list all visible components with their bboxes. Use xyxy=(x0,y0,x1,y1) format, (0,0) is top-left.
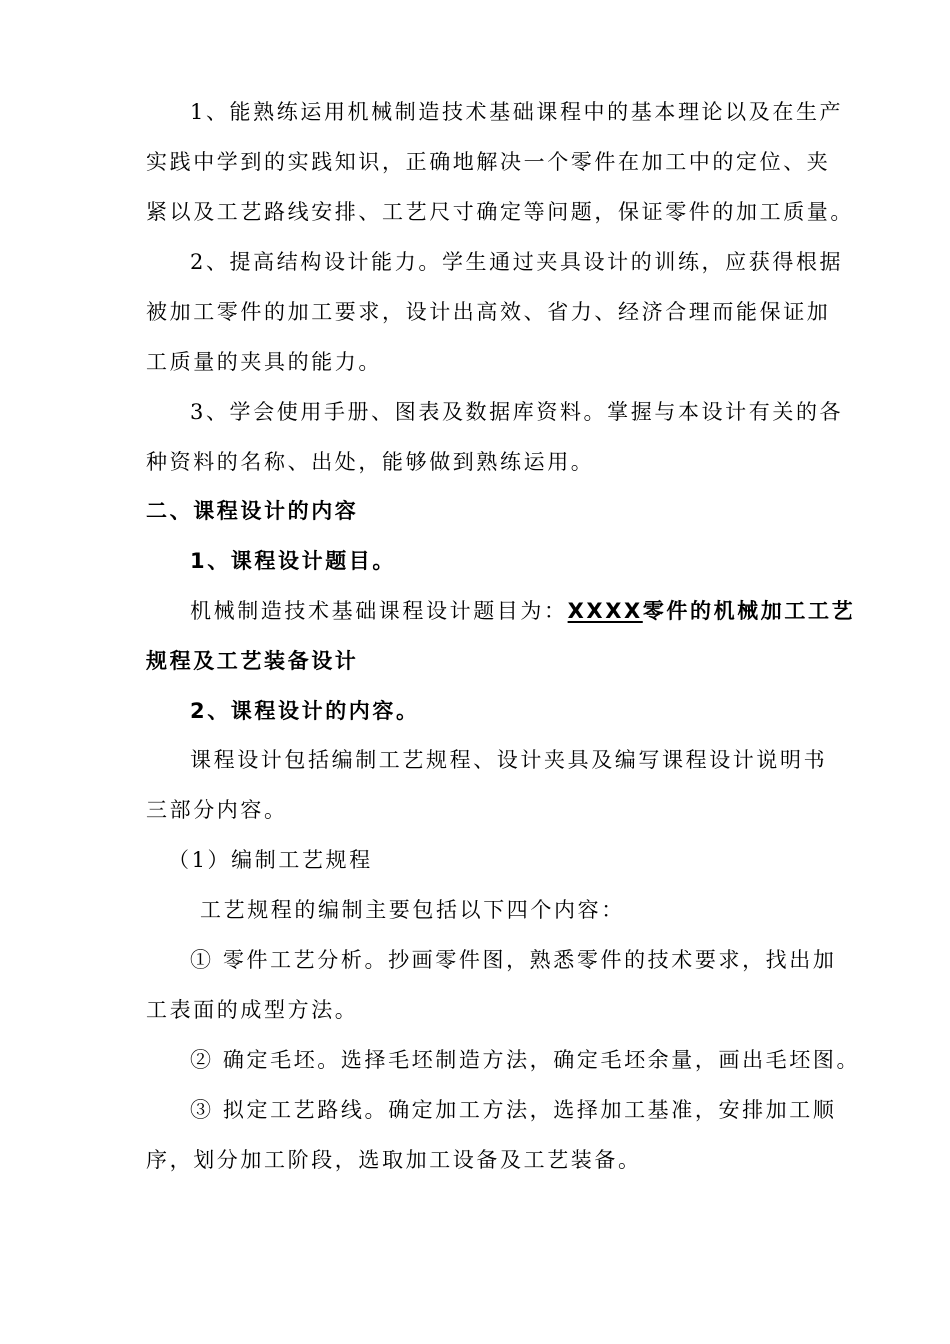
purpose-item2-line3: 工质量的夹具的能力。 xyxy=(146,350,382,374)
content-intro-line1: 课程设计包括编制工艺规程、设计夹具及编写课程设计说明书 xyxy=(190,748,828,772)
part1-intro: 工艺规程的编制主要包括以下四个内容： xyxy=(200,898,625,922)
topic-placeholder: XXXX xyxy=(567,599,643,623)
purpose-item2-line1: 2、提高结构设计能力。学生通过夹具设计的训练，应获得根据 xyxy=(190,250,844,274)
step3-line1: ③ 拟定工艺路线。确定加工方法，选择加工基准，安排加工顺 xyxy=(190,1098,837,1122)
topic-prefix: 机械制造技术基础课程设计题目为： xyxy=(190,599,568,623)
purpose-item1-line2: 实践中学到的实践知识，正确地解决一个零件在加工中的定位、夹 xyxy=(146,150,831,174)
subsection1-heading: 1、课程设计题目。 xyxy=(190,549,397,573)
purpose-item2-line2: 被加工零件的加工要求，设计出高效、省力、经济合理而能保证加 xyxy=(146,300,831,324)
content-intro-line2: 三部分内容。 xyxy=(146,798,288,822)
purpose-item3-line2: 种资料的名称、出处，能够做到熟练运用。 xyxy=(146,450,595,474)
purpose-item3-line1: 3、学会使用手册、图表及数据库资料。掌握与本设计有关的各 xyxy=(190,400,844,424)
section2-heading: 二、课程设计的内容 xyxy=(146,499,359,523)
step3-line2: 序，划分加工阶段，选取加工设备及工艺装备。 xyxy=(146,1148,642,1172)
purpose-item1-line1: 1、能熟练运用机械制造技术基础课程中的基本理论以及在生产 xyxy=(190,100,844,124)
topic-line1 xyxy=(190,597,855,625)
step2-line1: ② 确定毛坯。选择毛坯制造方法，确定毛坯余量，画出毛坯图。 xyxy=(190,1048,861,1072)
topic-title-part1: 零件的机械加工工艺 xyxy=(642,599,856,623)
purpose-item1-line3: 紧以及工艺路线安排、工艺尺寸确定等问题，保证零件的加工质量。 xyxy=(146,200,854,224)
subsection2-heading: 2、课程设计的内容。 xyxy=(190,699,420,723)
topic-title-part2: 规程及工艺装备设计 xyxy=(146,649,359,673)
part1-heading: （1）编制工艺规程 xyxy=(168,848,373,872)
step1-line2: 工表面的成型方法。 xyxy=(146,998,359,1022)
step1-line1: ① 零件工艺分析。抄画零件图，熟悉零件的技术要求，找出加 xyxy=(190,948,837,972)
